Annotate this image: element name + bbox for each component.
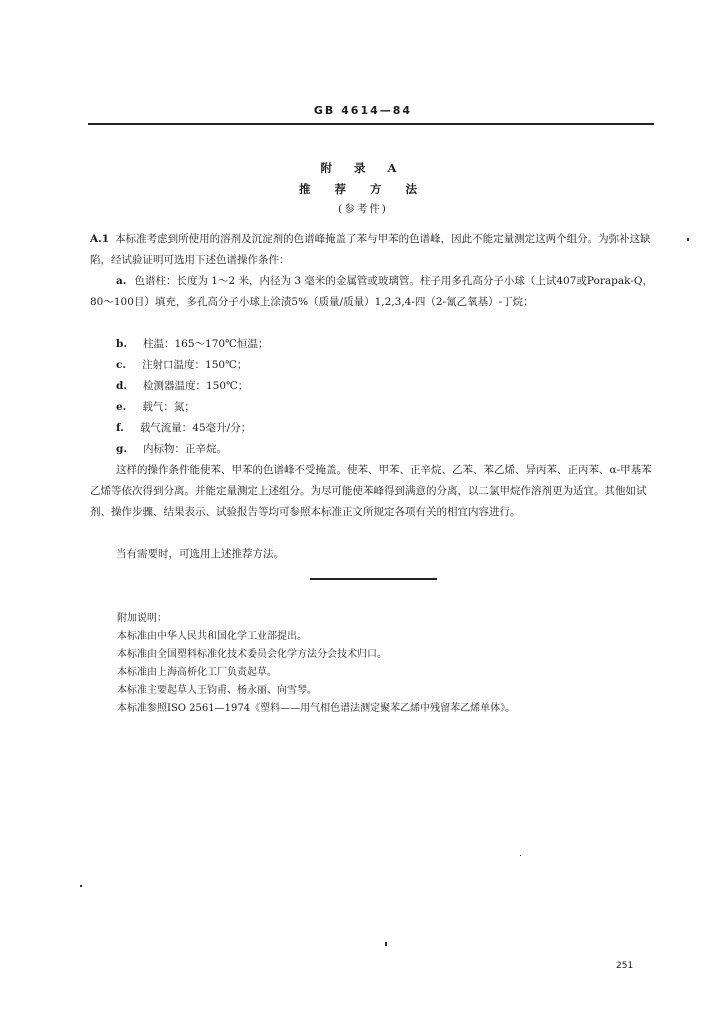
note-line: 本标准主要起草人王钧甫、杨永丽、向雪琴。 [117,685,317,696]
scan-speck [687,238,689,241]
list-item-mark: b. [116,338,127,350]
standard-code: GB 4614—84 [313,104,413,117]
list-item [90,376,686,397]
note-line: 本标准由上海高桥化工厂负责起草。 [117,667,277,678]
scan-speck [520,855,521,856]
appendix-subtitle: 推 荐 方 法 [298,182,427,196]
list-item-mark: f. [116,422,124,434]
list-item [90,271,660,313]
list-item-text: 载气：氮； [142,401,195,413]
list-item [90,439,686,460]
list-item-mark: d. [116,380,127,392]
list-item-mark: c. [116,359,127,371]
note-line: 本标准参照ISO 2561—1974《塑料——用气相色谱法测定聚苯乙烯中残留苯乙烯单体》。 [117,703,516,714]
list-item [90,397,686,418]
list-item-mark: g. [116,443,127,455]
section-label: A.1 [90,233,110,245]
list-item-text: 注射口温度：150℃； [142,359,248,371]
list-item [90,418,686,439]
list-item-text: 色谱柱：长度为 1～2 米，内径为 3 毫米的金属管或玻璃管。柱子用多孔高分子小球（上试407或Porapak-Q，80～100目）填充，多孔高分子小球上涂渍5%（质量/质量）1,2,3,4-四（2-氰乙氧基）-丁烷； [90,275,653,308]
list-item-mark: a. [116,275,127,287]
closing-paragraph: 当有需要时，可选用上述推荐方法。 [116,548,284,560]
note-line: 本标准由中华人民共和国化学工业部提出。 [117,631,307,642]
list-item-mark: e. [116,401,127,413]
list-item-text: 内标物：正辛烷。 [143,443,227,455]
scan-speck [80,885,82,887]
body-paragraph: 这样的操作条件能使苯、甲苯的色谱峰不受掩盖。使苯、甲苯、正辛烷、乙苯、苯乙烯、异丙苯、正丙苯、α-甲基苯乙烯等依次得到分离。并能定量测定上述组分。为尽可能使苯峰得到满意的分离，以二氯甲烷作溶剂更为适宜。其他如试剂、操作步骤、结果表示、试验报告等均可参照本标准正文所规定各项有关的相宜内容进行。 [90,464,652,518]
page-number: 251 [616,961,634,971]
appendix-note: (参考件) [338,203,388,215]
list-item-text: 载气流量：45毫升/分； [139,422,252,434]
list-item-text: 检测器温度：150℃； [143,380,249,392]
notes-heading: 附加说明： [117,613,167,624]
header-rule [88,123,654,125]
section-intro [90,229,660,271]
list-item-text: 柱温：165～170℃恒温； [143,338,269,350]
scan-speck [385,942,387,946]
separator-rule [310,578,437,580]
section-intro-text: 本标准考虑到所使用的溶剂及沉淀剂的色谱峰掩盖了苯与甲苯的色谱峰，因此不能定量测定这两个组分。为弥补这缺陷，经试验证明可选用下述色谱操作条件： [90,233,651,266]
list-item [90,334,686,355]
appendix-title: 附 录 A [320,161,406,175]
note-line: 本标准由全国塑料标准化技术委员会化学方法分会技术归口。 [117,649,387,660]
list-item [90,355,686,376]
